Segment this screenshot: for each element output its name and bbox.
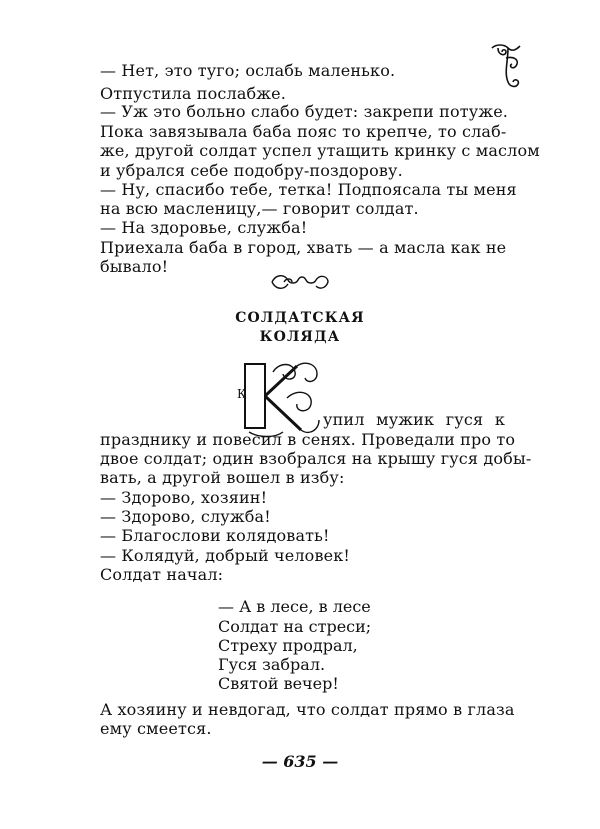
text-line: — Колядуй, добрый человек! xyxy=(100,546,350,565)
text-line: на всю масленицу,— говорит солдат. xyxy=(100,199,419,218)
text-line: Приехала баба в город, хвать — а масла как не xyxy=(100,238,507,257)
text-line: вать, а другой вошел в избу: xyxy=(100,468,345,487)
section-ornament-icon xyxy=(268,270,332,294)
verse-line: Стреху продрал, xyxy=(218,636,358,655)
text-line: двое солдат; один взобрался на крышу гуся добы- xyxy=(100,449,532,468)
story-title: КОЛЯДА xyxy=(259,329,341,345)
svg-text:К: К xyxy=(237,387,247,401)
text-line: — На здоровье, служба! xyxy=(100,218,308,237)
page-number: — 635 — xyxy=(261,752,339,771)
text-line: бывало! xyxy=(100,257,169,276)
text-line: и убрался себе подобру-поздорову. xyxy=(100,161,403,180)
text-line: Пока завязывала баба пояс то крепче, то слаб- xyxy=(100,122,507,141)
text-line: Солдат начал: xyxy=(100,565,224,584)
text-line: Отпустила послабже. xyxy=(100,84,287,103)
verse-line: Гуся забрал. xyxy=(218,655,326,674)
text-line: — Здорово, служба! xyxy=(100,507,271,526)
text-line: празднику и повесил в сенях. Проведали про то xyxy=(100,430,516,449)
verse-line: Святой вечер! xyxy=(218,674,339,693)
text-line: же, другой солдат успел утащить кринку с маслом xyxy=(100,141,540,160)
text-line: — Благослови колядовать! xyxy=(100,526,330,545)
dropcap-letter-icon xyxy=(235,358,327,440)
text-line: А хозяину и невдогад, что солдат прямо в глаза xyxy=(100,700,515,719)
text-line: — Ну, спасибо тебе, тетка! Подпоясала ты меня xyxy=(100,180,517,199)
text-line: — Нет, это туго; ослабь маленько. xyxy=(100,61,396,80)
text-line: ему смеется. xyxy=(100,719,212,738)
text-line: — Уж это больно слабо будет: закрепи потуже. xyxy=(100,102,509,121)
text-line: упил мужик гуся к xyxy=(323,410,505,429)
verse-line: Солдат на стреси; xyxy=(218,617,372,636)
verse-line: — А в лесе, в лесе xyxy=(218,597,371,616)
story-title: СОЛДАТСКАЯ xyxy=(235,310,365,326)
text-line: — Здорово, хозяин! xyxy=(100,488,268,507)
